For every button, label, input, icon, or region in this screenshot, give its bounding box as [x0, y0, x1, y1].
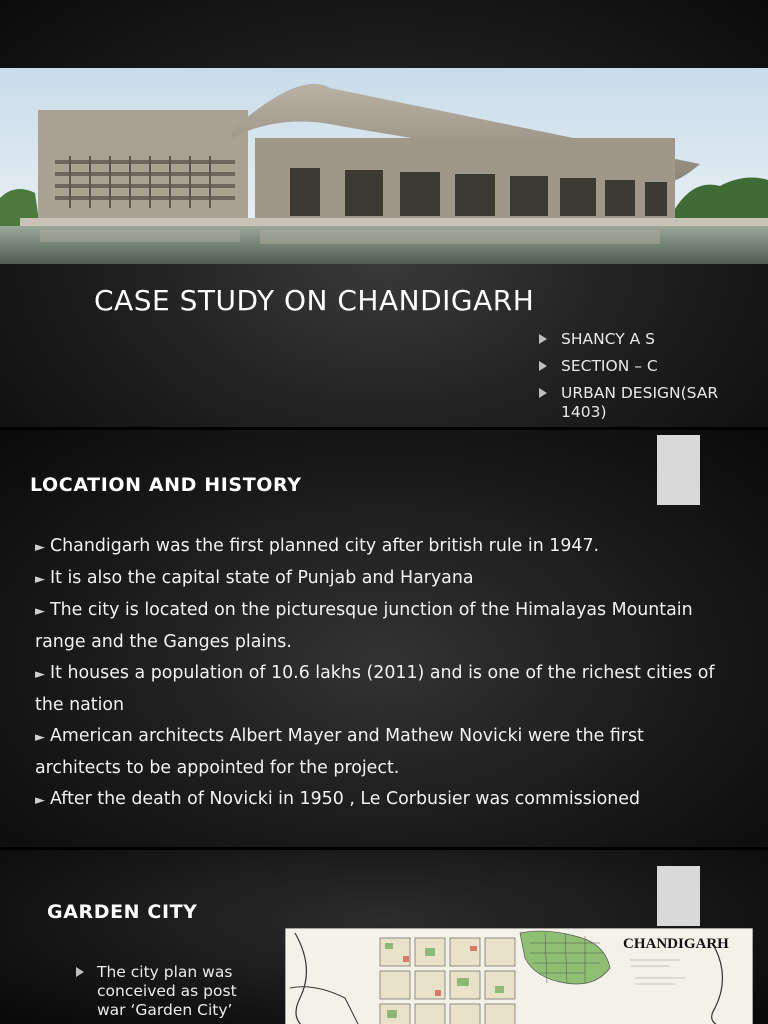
title-slide [0, 0, 768, 430]
pointer-bullet-icon: ► [35, 793, 45, 808]
garden-city-bullet: The city plan was conceived as post war ‘Garden City’ [76, 963, 266, 1020]
location-history-slide [0, 430, 768, 850]
subtitle-item: SHANCY A S [537, 330, 737, 349]
history-paragraph: ► American architects Albert Mayer and Mathew Novicki were the first architects to be appointed for the project. [35, 726, 644, 778]
accent-bar [657, 435, 700, 505]
subtitle-item: SECTION – C [537, 357, 737, 376]
pointer-bullet-icon: ► [35, 667, 45, 682]
history-text [35, 531, 735, 816]
triangle-bullet-icon [76, 967, 84, 977]
slide-title: CASE STUDY ON CHANDIGARH [94, 284, 535, 317]
history-paragraph: ► After the death of Novicki in 1950 , Le Corbusier was commissioned [35, 789, 641, 809]
history-paragraph: ► The city is located on the picturesque junction of the Himalayas Mountain range and the Ganges plains. [35, 600, 693, 652]
pointer-bullet-icon: ► [35, 730, 45, 745]
subtitle-item: URBAN DESIGN(SAR 1403) [537, 384, 737, 422]
pointer-bullet-icon: ► [35, 540, 45, 555]
history-paragraph: ► Chandigarh was the first planned city after british rule in 1947. [35, 536, 600, 556]
presenter-details-list [537, 330, 737, 430]
chandigarh-master-plan-map [285, 928, 753, 1024]
pointer-bullet-icon: ► [35, 572, 45, 587]
accent-bar [657, 866, 700, 926]
section-heading: GARDEN CITY [47, 901, 198, 923]
garden-city-list [76, 963, 266, 1020]
history-paragraph: ► It houses a population of 10.6 lakhs (2011) and is one of the richest cities of the nation [35, 663, 715, 715]
triangle-bullet-icon [539, 388, 547, 398]
history-paragraph: ► It is also the capital state of Punjab and Haryana [35, 568, 474, 588]
section-heading: LOCATION AND HISTORY [30, 474, 302, 496]
map-title: CHANDIGARH [623, 936, 729, 952]
triangle-bullet-icon [539, 361, 547, 371]
garden-city-slide [0, 850, 768, 1024]
triangle-bullet-icon [539, 334, 547, 344]
pointer-bullet-icon: ► [35, 604, 45, 619]
assembly-building-photo [0, 68, 768, 264]
